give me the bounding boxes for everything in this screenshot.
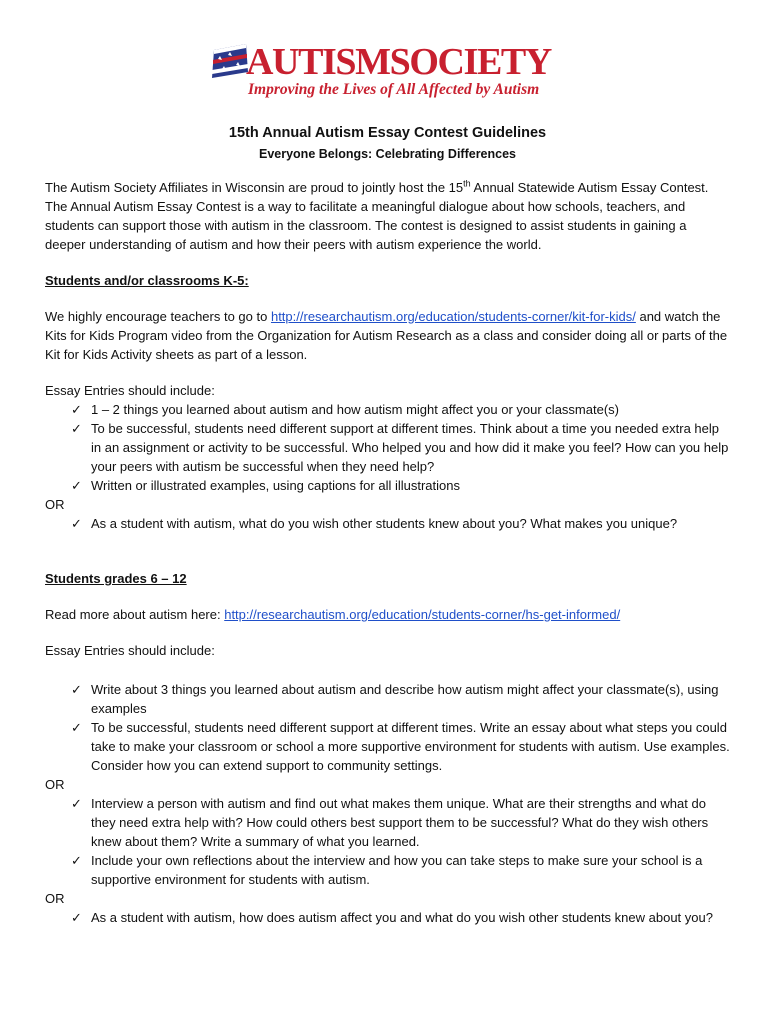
list-item: ✓ As a student with autism, how does autism affect you and what do you wish other students knew about you? [71,910,713,925]
checkmark-icon: ✓ [71,682,82,697]
list-item: ✓ Write about 3 things you learned about autism and describe how autism might affect your classmate(s), using examples [71,682,719,716]
page-title: 15th Annual Autism Essay Contest Guidelines [228,125,547,141]
checkmark-icon: ✓ [71,516,82,531]
page-subtitle: Everyone Belongs: Celebrating Differences [258,147,517,161]
checkmark-icon: ✓ [71,402,82,417]
checkmark-icon: ✓ [71,796,82,811]
read-more-text: Read more about autism here: [45,607,225,622]
intro-paragraph [45,178,730,254]
or-separator: OR [45,891,65,906]
k5-checklist [45,400,730,495]
k5-text-start: We highly encourage teachers to go to [45,309,271,324]
hs-get-informed-link[interactable]: http://researchautism.org/education/students-corner/hs-get-informed/ [224,607,621,622]
checkmark-icon: ✓ [71,910,82,925]
document-body [45,124,730,927]
checkmark-icon: ✓ [71,421,82,436]
or-separator: OR [45,497,65,512]
list-item: ✓ Interview a person with autism and find out what makes them unique. What are their strengths and what do they need extra help with? How could others best support them to be successful? What do they wish others knew about them? Write a summary of what you learned. [71,796,709,849]
logo-wordmark: AUTISMSOCIETY [246,41,551,83]
list-item: ✓ Written or illustrated examples, using captions for all illustrations [71,478,460,493]
list-item: ✓ To be successful, students need different support at different times. Think about a time you needed extra help in an assignment or activity to be successful. Who helped you and how did it make you feel? How can you help your peers with autism be successful when they need help? [71,421,729,474]
list-item: ✓ As a student with autism, what do you wish other students knew about you? What makes you unique? [71,516,678,531]
g612-alt-checklist-1 [45,794,730,889]
k5-heading: Students and/or classrooms K-5: [45,273,249,288]
list-item: ✓ 1 – 2 things you learned about autism and how autism might affect you or your classmate(s) [71,402,619,417]
g612-checklist [45,680,730,775]
g612-entries-label: Essay Entries should include: [45,643,215,658]
checkmark-icon: ✓ [71,720,82,735]
or-separator: OR [45,777,65,792]
g612-alt-checklist-2 [45,908,730,927]
k5-alt-checklist [45,514,730,533]
checkmark-icon: ✓ [71,478,82,493]
intro-superscript: th [463,178,471,189]
k5-entries-label: Essay Entries should include: [45,383,215,398]
flag-icon [210,44,250,78]
autism-society-logo [210,40,560,102]
intro-text-end: Annual Statewide Autism Essay Contest. The Annual Autism Essay Contest is a way to facilitate a meaningful dialogue about how schools, teachers, and students can support those with autism in the classroom. The contest is designed to assist students in gaining a deeper understanding of autism and how their peers with autism experience the world. [45,180,709,252]
list-item: ✓ Include your own reflections about the interview and how you can take steps to make sure your school is a supportive environment for students with autism. [71,853,703,887]
k5-paragraph [45,307,730,364]
list-item: ✓ To be successful, students need different support at different times. Write an essay about what steps you could take to make your classroom or school a more supportive environment for students with autism. Use examples. Consider how you can extend support to community settings. [71,720,730,773]
g612-read-more [45,605,730,624]
intro-text-start: The Autism Society Affiliates in Wisconsin are proud to jointly host the 15 [45,180,464,195]
logo-tagline: Improving the Lives of All Affected by Autism [248,81,540,98]
g612-heading: Students grades 6 – 12 [45,571,187,586]
k5-text-end: and watch the Kits for Kids Program video from the Organization for Autism Research as a class and consider doing all or parts of the Kit for Kids Activity sheets as part of a lesson. [45,309,728,362]
checkmark-icon: ✓ [71,853,82,868]
kit-for-kids-link[interactable]: http://researchautism.org/education/students-corner/kit-for-kids/ [270,309,636,324]
